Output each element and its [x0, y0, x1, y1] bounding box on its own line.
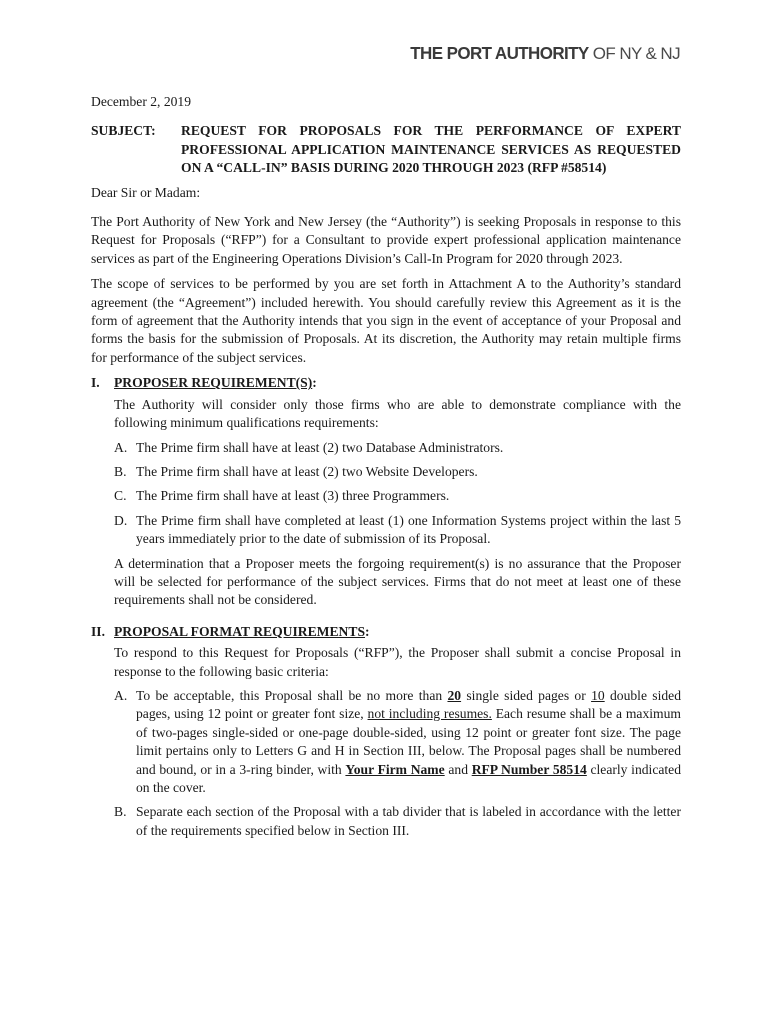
list-item-text: The Prime firm shall have at least (2) two Database Administrators.	[136, 439, 504, 455]
subject-line	[91, 122, 681, 177]
text-run: single sided pages or	[461, 687, 592, 703]
firm-name-emphasis: Your Firm Name	[345, 761, 445, 777]
section-number: I.	[91, 375, 100, 391]
page-limit-single: 20	[447, 687, 462, 703]
list-item-text: The Prime firm shall have completed at least (1) one Information Systems project within the last 5 years immediately prior to the date of submission of its Proposal.	[136, 512, 681, 547]
rfp-number-emphasis: RFP Number 58514	[471, 761, 587, 777]
section-colon: :	[312, 375, 317, 391]
text-run: Each resume shall be a maximum of two-pages single-sided or one-page double-sided, using 12 point or greater font size. The page limit pertains only to Letters G and H in Section III, below. The Proposal pages shall be numbered and bound, or in a 3-ring binder, with	[136, 706, 681, 777]
list-item-letter: A.	[114, 687, 128, 703]
logo-light-text: OF NY & NJ	[588, 44, 680, 63]
list-item-text: The Prime firm shall have at least (2) two Website Developers.	[136, 463, 478, 479]
text-run: clearly indicated on the cover.	[136, 761, 681, 795]
section-heading-2	[91, 623, 681, 641]
logo-bold-text: THE PORT AUTHORITY	[410, 43, 589, 64]
list-item	[114, 439, 681, 457]
list-item-letter: B.	[114, 804, 127, 820]
list-item	[114, 463, 681, 481]
letter-body	[91, 93, 681, 846]
text-run: and	[444, 761, 472, 777]
list-item-letter: B.	[114, 463, 127, 479]
paragraph-intro: The Port Authority of New York and New Jersey (the “Authority”) is seeking Proposals in response to this Request for Proposals (“RFP”) for a Consultant to provide expert professional application maintenance services as part of the Engineering Operations Division’s Call-In Program for 2020 through 2023.	[91, 214, 681, 266]
section-colon: :	[365, 623, 370, 639]
letter-date: December 2, 2019	[91, 94, 192, 109]
section-1-closing: A determination that a Proposer meets the forgoing requirement(s) is no assurance that the Proposer will be selected for performance of the subject services. Firms that do not meet at least one of these requirements shall not be considered.	[114, 555, 681, 608]
resumes-note: not including resumes.	[367, 706, 492, 722]
list-item	[114, 487, 681, 505]
section-heading-1	[91, 374, 681, 392]
list-item	[114, 803, 681, 840]
list-item-text: The Prime firm shall have at least (3) three Programmers.	[136, 488, 450, 504]
section-title: PROPOSER REQUIREMENT(S)	[114, 375, 313, 391]
subject-label: SUBJECT:	[91, 123, 156, 139]
section-1-intro: The Authority will consider only those firms who are able to demonstrate compliance with the following minimum qualifications requirements:	[114, 396, 681, 431]
list-item-text: Separate each section of the Proposal with a tab divider that is labeled in accordance with the letter of the requirements specified below in Section III.	[136, 804, 681, 838]
list-item	[114, 512, 681, 549]
page-limit-double: 10	[591, 687, 605, 703]
section-1-content	[114, 396, 681, 610]
list-item-text	[136, 687, 681, 797]
port-authority-logo	[410, 44, 680, 64]
paragraph-scope: The scope of services to be performed by you are set forth in Attachment A to the Authority’s standard agreement (the “Agreement”) included herewith. You should carefully review this Agreement as it is the form of agreement that the Authority intends that you sign in the event of acceptance of your Proposal and forms the basis for the submission of Proposals. At its discretion, the Authority may retain multiple firms for performance of the subject services.	[91, 276, 681, 365]
list-item	[114, 687, 681, 797]
text-run: To be acceptable, this Proposal shall be no more than	[136, 687, 448, 703]
list-item-letter: A.	[114, 439, 128, 455]
text-run: double sided pages, using 12 point or greater font size,	[136, 687, 681, 722]
section-number: II.	[91, 623, 105, 639]
section-2-content	[114, 644, 681, 840]
list-item-letter: D.	[114, 512, 128, 528]
list-item-letter: C.	[114, 488, 127, 504]
subject-text: REQUEST FOR PROPOSALS FOR THE PERFORMANCE OF EXPERT PROFESSIONAL APPLICATION MAINTENANCE SERVICES AS REQUESTED ON A “CALL-IN” BASIS DURING 2020 THROUGH 2023 (RFP #58514)	[181, 123, 681, 176]
section-title: PROPOSAL FORMAT REQUIREMENTS	[114, 623, 366, 639]
greeting: Dear Sir or Madam:	[91, 184, 201, 200]
section-2-intro: To respond to this Request for Proposals (“RFP”), the Proposer shall submit a concise Proposal in response to the following basic criteria:	[114, 645, 681, 679]
